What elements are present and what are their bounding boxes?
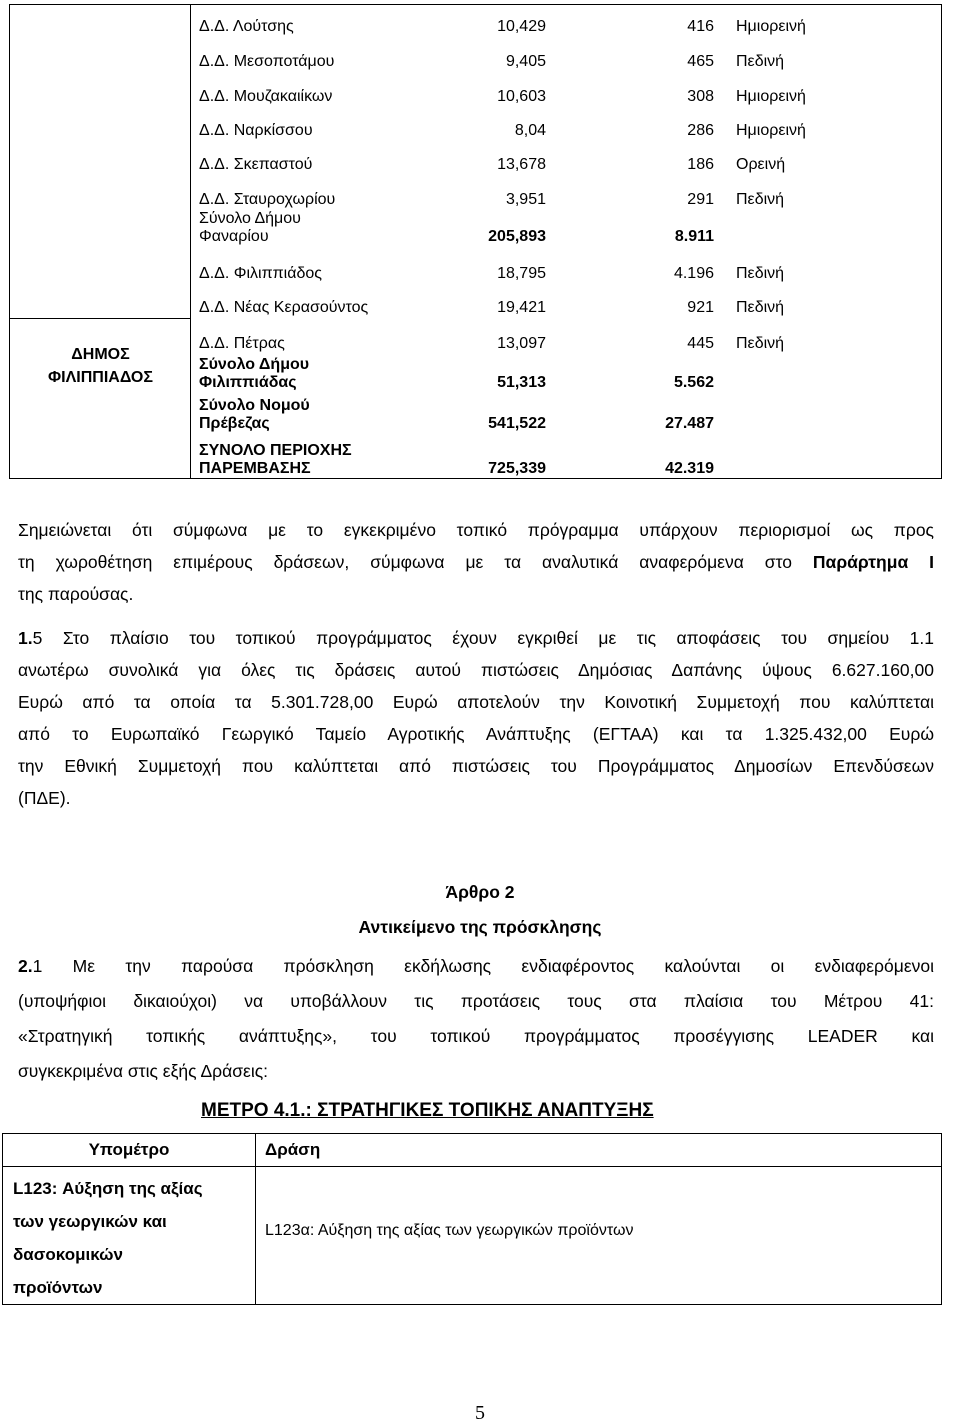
district-population: 416 [687,18,714,35]
district-population: 445 [687,335,714,352]
annex-reference: Παράρτημα Ι [812,552,935,572]
submeasure-cell: L123: Αύξηση της αξίας των γεωργικών και δασοκομικών προϊόντων [13,1179,203,1297]
section-2-1: 2.1 Με την παρούσα πρόσκληση εκδήλωσης ενδιαφέροντος καλούνται οι ενδιαφερόμενοι (υποψήφιοι δικαιούχοι) να υποβάλλουν τις προτάσεις τους στα πλαίσια του Μέτρου 41: «Στρατηγική τοπικής ανάπτυξης», του τοπικού προγράμματος προσέγγισης LEADER και συγκεκριμένα στις εξής Δράσεις: [18,956,934,1081]
district-terrain: Ορεινή [736,156,786,173]
total-population: 27.487 [665,415,714,432]
total-label: Σύνολο Δήμου Φαναρίου [199,210,301,245]
district-area: 10,603 [497,88,546,105]
total-population: 5.562 [673,374,714,391]
district-terrain: Πεδινή [736,335,785,352]
district-area: 19,421 [497,299,546,316]
district-population: 4.196 [673,265,714,282]
total-label: Σύνολο Δήμου Φιλιππιάδας [199,356,310,391]
district-area: 13,678 [497,156,546,173]
district-area: 13,097 [497,335,546,352]
district-terrain: Πεδινή [736,299,785,316]
total-area: 51,313 [497,374,546,391]
district-name: Δ.Δ. Σταυροχωρίου [199,191,336,208]
column-divider [255,1134,256,1304]
total-population: 42.319 [665,460,714,477]
section-number: 1. [18,628,33,648]
section-number: 2. [18,956,33,976]
area-statistics-table [9,4,942,479]
district-terrain: Πεδινή [736,191,785,208]
district-terrain: Ημιορεινή [736,18,806,35]
district-population: 186 [687,156,714,173]
district-population: 308 [687,88,714,105]
district-population: 465 [687,53,714,70]
district-name: Δ.Δ. Πέτρας [199,335,285,352]
district-area: 3,951 [505,191,546,208]
action-header: Δράση [265,1140,321,1159]
action-cell: L123α: Αύξηση της αξίας των γεωργικών προϊόντων [265,1222,634,1239]
municipality-divider [10,318,190,319]
district-name: Δ.Δ. Μουζακαιίκων [199,88,333,105]
district-terrain: Ημιορεινή [736,88,806,105]
district-name: Δ.Δ. Σκεπαστού [199,156,313,173]
total-label: ΣΥΝΟΛΟ ΠΕΡΙΟΧΗΣ ΠΑΡΕΜΒΑΣΗΣ [199,442,352,477]
district-name: Δ.Δ. Νέας Κερασούντος [199,299,369,316]
total-population: 8.911 [674,228,714,245]
total-label: Σύνολο Νομού Πρέβεζας [199,397,310,432]
district-name: Δ.Δ. Ναρκίσσου [199,122,313,139]
actions-table [2,1133,942,1305]
article-subtitle: Αντικείμενο της πρόσκλησης [358,917,602,937]
measure-title: ΜΕΤΡΟ 4.1.: ΣΤΡΑΤΗΓΙΚΕΣ ΤΟΠΙΚΗΣ ΑΝΑΠΤΥΞΗΣ [201,1100,654,1121]
section-1-5: 1.5 Στο πλαίσιο του τοπικού προγράμματος έχουν εγκριθεί με τις αποφάσεις του σημείου 1.1 ανωτέρω συνολικά για όλες τις δράσεις αυτού πιστώσεις Δημόσιας Δαπάνης ύψους 6.627.160,00 Ευρώ από τα οποία τα 5.301.728,00 Ευρώ αποτελούν την Κοινοτική Συμμετοχή που καλύπτεται από το Ευρωπαϊκό Γεωργικό Ταμείο Αγροτικής Ανάπτυξης (ΕΓΤΑΑ) και τα 1.325.432,00 Ευρώ την Εθνική Συμμετοχή που καλύπτεται από πιστώσεις του Προγράμματος Δημοσίων Επενδύσεων (ΠΔΕ). [18,628,934,808]
district-area: 9,405 [505,53,546,70]
header-divider [3,1166,941,1167]
municipality-label: ΔΗΜΟΣ ΦΙΛΙΠΠΙΑΔΟΣ [48,346,153,386]
district-name: Δ.Δ. Φιλιππιάδος [199,265,322,282]
district-population: 291 [687,191,714,208]
district-name: Δ.Δ. Μεσοποτάμου [199,53,335,70]
article-title: Άρθρο 2 [445,882,515,902]
page-number: 5 [475,1402,485,1424]
district-area: 8,04 [514,122,546,139]
district-name: Δ.Δ. Λούτσης [199,18,294,35]
district-population: 286 [687,122,714,139]
district-area: 10,429 [497,18,546,35]
municipality-column [10,5,191,478]
restrictions-note: Σημειώνεται ότι σύμφωνα με το εγκεκριμένο τοπικό πρόγραμμα υπάρχουν περιορισμοί ως προς τη χωροθέτηση επιμέρους δράσεων, σύμφωνα με τα αναλυτικά αναφερόμενα στο Παράρτημα Ι της παρούσας. [18,520,935,604]
district-population: 921 [687,299,714,316]
total-area: 725,339 [488,460,546,477]
total-area: 205,893 [488,228,546,245]
district-area: 18,795 [497,265,546,282]
district-terrain: Πεδινή [736,53,785,70]
district-terrain: Ημιορεινή [736,122,806,139]
submeasure-header: Υπομέτρο [88,1140,170,1159]
district-terrain: Πεδινή [736,265,785,282]
total-area: 541,522 [488,415,546,432]
